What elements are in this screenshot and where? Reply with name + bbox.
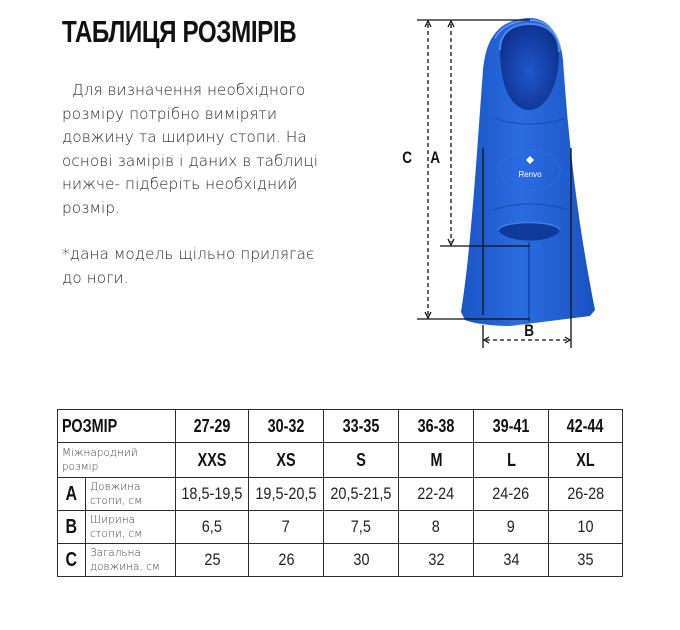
table-row-size-header: [58, 410, 623, 443]
intl-size-cell: XL: [549, 443, 623, 478]
row-label-foot-width: Ширина стопи, см: [86, 511, 176, 544]
value-cell: 18,5-19,5: [176, 478, 249, 511]
intl-size-cell: XS: [249, 443, 324, 478]
table-row-intl-size: [58, 443, 623, 478]
page-title: ТАБЛИЦЯ РОЗМІРІВ: [62, 14, 297, 49]
table-row-foot-length: [58, 478, 623, 511]
dimension-label-b: B: [524, 321, 535, 340]
value-cell: 6,5: [176, 511, 249, 544]
size-cell: 36-38: [399, 410, 474, 443]
value-cell: 10: [549, 511, 623, 544]
description: [62, 79, 362, 290]
value-cell: 7,5: [324, 511, 399, 544]
value-cell: 26: [249, 544, 324, 577]
dimension-label-c: C: [402, 148, 413, 167]
description-text: Для визначення необхідного розміру потрібно виміряти довжину та ширину стопи. На основі замірів і даних в таблиці нижче- підберіть необхідний розмір.: [62, 81, 319, 217]
size-header-label: РОЗМІР: [58, 410, 176, 443]
size-cell: 30-32: [249, 410, 324, 443]
value-cell: 34: [474, 544, 549, 577]
row-label-foot-length: Довжина стопи, см: [86, 478, 176, 511]
intl-size-cell: XXS: [176, 443, 249, 478]
swim-fin-illustration: [395, 10, 595, 355]
row-label-total-length: Загальна довжина, см: [86, 544, 176, 577]
value-cell: 9: [474, 511, 549, 544]
value-cell: 30: [324, 544, 399, 577]
value-cell: 25: [176, 544, 249, 577]
value-cell: 22-24: [399, 478, 474, 511]
size-cell: 42-44: [549, 410, 623, 443]
dimension-label-a: A: [430, 148, 441, 167]
value-cell: 35: [549, 544, 623, 577]
swim-fin-diagram: [395, 10, 595, 355]
value-cell: 8: [399, 511, 474, 544]
size-cell: 33-35: [324, 410, 399, 443]
intl-size-cell: L: [474, 443, 549, 478]
table-row-foot-width: [58, 511, 623, 544]
value-cell: 19,5-20,5: [249, 478, 324, 511]
brand-logo-text: Renvo: [518, 170, 542, 179]
size-cell: 27-29: [176, 410, 249, 443]
table-row-total-length: [58, 544, 623, 577]
row-letter-c: C: [58, 544, 86, 577]
value-cell: 32: [399, 544, 474, 577]
size-chart-table: [57, 409, 623, 577]
value-cell: 24-26: [474, 478, 549, 511]
row-letter-b: B: [58, 511, 86, 544]
row-letter-a: A: [58, 478, 86, 511]
size-cell: 39-41: [474, 410, 549, 443]
intl-size-cell: M: [399, 443, 474, 478]
intl-size-cell: S: [324, 443, 399, 478]
value-cell: 7: [249, 511, 324, 544]
intl-size-label: Міжнародний розмір: [58, 443, 176, 478]
value-cell: 26-28: [549, 478, 623, 511]
fit-note: *дана модель щільно прилягає до ноги.: [62, 245, 315, 287]
value-cell: 20,5-21,5: [324, 478, 399, 511]
